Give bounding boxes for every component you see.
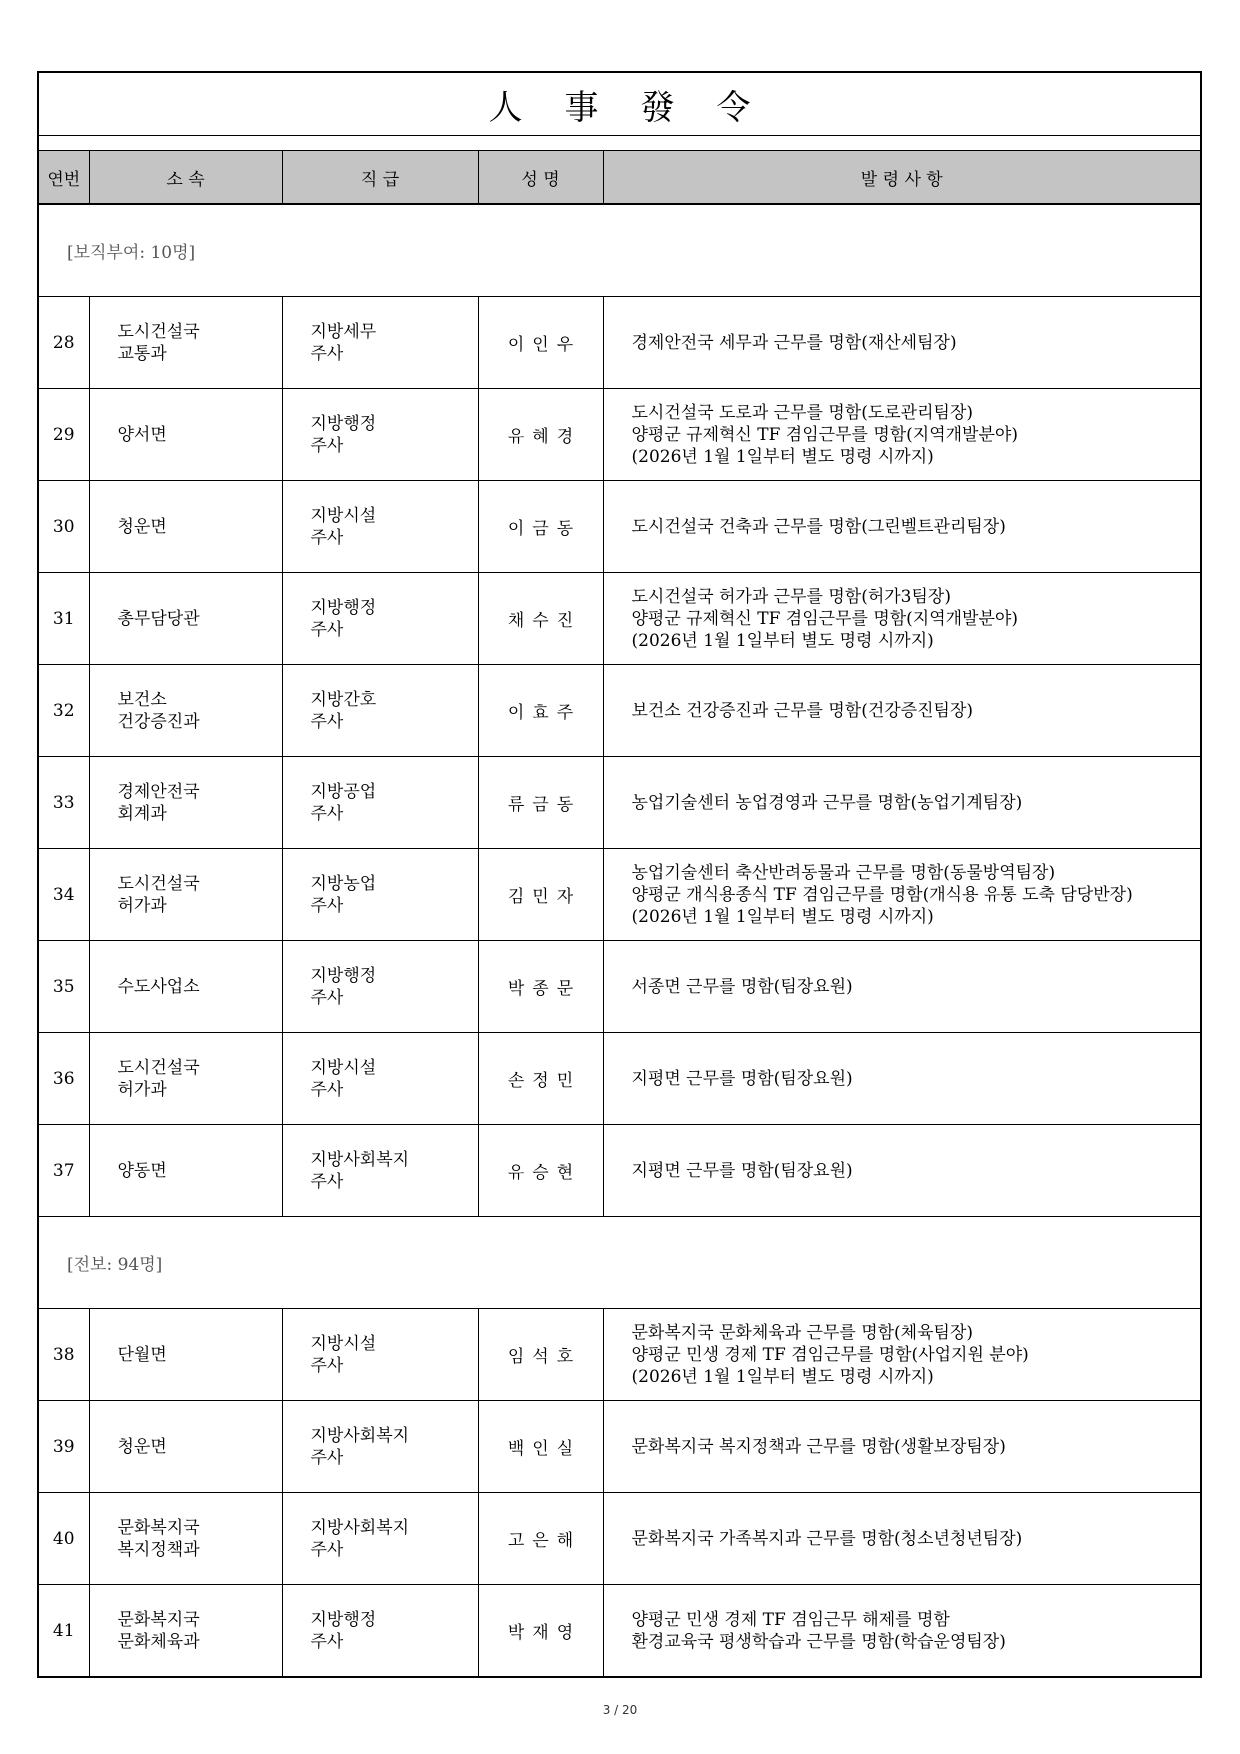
section-label: [전보: 94명] xyxy=(39,1217,1200,1309)
order-line: 도시건설국 건축과 근무를 명함(그린벨트관리팀장) xyxy=(631,516,1006,537)
table-row xyxy=(39,941,1200,1033)
rank-line: 주사 xyxy=(310,1079,344,1100)
personnel-order-sheet xyxy=(37,71,1202,1678)
order-table xyxy=(39,151,1200,1676)
table-row xyxy=(39,1309,1200,1401)
cell-rank xyxy=(282,849,478,941)
rank-line: 주사 xyxy=(310,895,344,916)
rank-line: 주사 xyxy=(310,803,344,824)
cell-rank xyxy=(282,297,478,389)
cell-order xyxy=(603,297,1200,389)
rank-line: 주사 xyxy=(310,1447,344,1468)
cell-dept xyxy=(89,757,282,849)
cell-order xyxy=(603,1401,1200,1493)
dept-line: 문화복지국 xyxy=(117,1609,200,1630)
dept-line: 경제안전국 xyxy=(117,781,200,802)
cell-rank xyxy=(282,1401,478,1493)
rank-line: 지방시설 xyxy=(310,505,377,526)
rank-line: 주사 xyxy=(310,435,344,456)
cell-rank xyxy=(282,389,478,481)
rank-line: 지방간호 xyxy=(310,689,377,710)
rank-line: 지방행정 xyxy=(310,1609,377,1630)
cell-dept xyxy=(89,1585,282,1677)
cell-rank xyxy=(282,1125,478,1217)
table-row xyxy=(39,849,1200,941)
header-name: 성 명 xyxy=(478,151,603,204)
rank-line: 주사 xyxy=(310,711,344,732)
dept-line: 양서면 xyxy=(117,424,167,445)
cell-name: 손정민 xyxy=(478,1033,603,1125)
cell-dept xyxy=(89,665,282,757)
order-line: 농업기술센터 농업경영과 근무를 명함(농업기계팀장) xyxy=(631,792,1023,813)
header-order: 발 령 사 항 xyxy=(603,151,1200,204)
order-line: (2026년 1월 1일부터 별도 명령 시까지) xyxy=(631,1366,934,1387)
cell-order xyxy=(603,665,1200,757)
dept-line: 수도사업소 xyxy=(117,976,200,997)
dept-line: 도시건설국 xyxy=(117,873,200,894)
section-row xyxy=(39,204,1200,297)
dept-line: 도시건설국 xyxy=(117,321,200,342)
dept-line: 총무담당관 xyxy=(117,608,200,629)
cell-dept xyxy=(89,941,282,1033)
order-line: 도시건설국 허가과 근무를 명함(허가3팀장) xyxy=(631,586,951,607)
dept-line: 청운면 xyxy=(117,516,167,537)
order-line: 양평군 규제혁신 TF 겸임근무를 명함(지역개발분야) xyxy=(631,608,1018,629)
order-line: (2026년 1월 1일부터 별도 명령 시까지) xyxy=(631,446,934,467)
order-line: 환경교육국 평생학습과 근무를 명함(학습운영팀장) xyxy=(631,1631,1006,1652)
cell-dept xyxy=(89,849,282,941)
table-row xyxy=(39,1125,1200,1217)
order-line: 지평면 근무를 명함(팀장요원) xyxy=(631,1068,853,1089)
rank-line: 주사 xyxy=(310,343,344,364)
table-row xyxy=(39,1401,1200,1493)
table-row xyxy=(39,1033,1200,1125)
cell-dept xyxy=(89,1033,282,1125)
rank-line: 주사 xyxy=(310,1171,344,1192)
cell-no: 40 xyxy=(39,1493,89,1585)
section-label: [보직부여: 10명] xyxy=(39,204,1200,297)
cell-name: 박종문 xyxy=(478,941,603,1033)
cell-order xyxy=(603,573,1200,665)
cell-no: 33 xyxy=(39,757,89,849)
cell-name: 고은해 xyxy=(478,1493,603,1585)
cell-no: 28 xyxy=(39,297,89,389)
rank-line: 지방행정 xyxy=(310,597,377,618)
page-title: 人事發令 xyxy=(488,87,793,128)
cell-no: 39 xyxy=(39,1401,89,1493)
cell-name: 이인우 xyxy=(478,297,603,389)
cell-name: 채수진 xyxy=(478,573,603,665)
cell-rank xyxy=(282,941,478,1033)
cell-order xyxy=(603,1033,1200,1125)
cell-dept xyxy=(89,297,282,389)
cell-order xyxy=(603,481,1200,573)
order-line: 도시건설국 도로과 근무를 명함(도로관리팀장) xyxy=(631,402,973,423)
table-body xyxy=(39,204,1200,1676)
cell-name: 박재영 xyxy=(478,1585,603,1677)
page-number: 3 / 20 xyxy=(602,1703,638,1717)
dept-line: 교통과 xyxy=(117,343,167,364)
table-row xyxy=(39,665,1200,757)
cell-no: 38 xyxy=(39,1309,89,1401)
cell-order xyxy=(603,1493,1200,1585)
cell-no: 29 xyxy=(39,389,89,481)
cell-name: 이금동 xyxy=(478,481,603,573)
order-line: 양평군 민생 경제 TF 겸임근무 해제를 명함 xyxy=(631,1609,950,1630)
table-row xyxy=(39,389,1200,481)
rank-line: 주사 xyxy=(310,527,344,548)
rank-line: 주사 xyxy=(310,1539,344,1560)
cell-dept xyxy=(89,573,282,665)
order-line: 서종면 근무를 명함(팀장요원) xyxy=(631,976,853,997)
cell-dept xyxy=(89,1309,282,1401)
order-line: 문화복지국 가족복지과 근무를 명함(청소년청년팀장) xyxy=(631,1528,1023,1549)
rank-line: 지방사회복지 xyxy=(310,1517,410,1538)
cell-rank xyxy=(282,1493,478,1585)
dept-line: 회계과 xyxy=(117,803,167,824)
order-line: 양평군 민생 경제 TF 겸임근무를 명함(사업지원 분야) xyxy=(631,1344,1029,1365)
cell-rank xyxy=(282,757,478,849)
dept-line: 문화복지국 xyxy=(117,1517,200,1538)
order-line: 양평군 규제혁신 TF 겸임근무를 명함(지역개발분야) xyxy=(631,424,1018,445)
rank-line: 지방사회복지 xyxy=(310,1425,410,1446)
cell-no: 31 xyxy=(39,573,89,665)
cell-name: 유승현 xyxy=(478,1125,603,1217)
cell-no: 34 xyxy=(39,849,89,941)
title-divider xyxy=(39,135,1200,151)
cell-rank xyxy=(282,481,478,573)
cell-order xyxy=(603,1125,1200,1217)
cell-order xyxy=(603,389,1200,481)
dept-line: 도시건설국 xyxy=(117,1057,200,1078)
cell-no: 41 xyxy=(39,1585,89,1677)
rank-line: 지방시설 xyxy=(310,1057,377,1078)
dept-line: 보건소 xyxy=(117,689,167,710)
header-row xyxy=(39,151,1200,204)
cell-rank xyxy=(282,1033,478,1125)
cell-name: 이효주 xyxy=(478,665,603,757)
cell-rank xyxy=(282,665,478,757)
cell-dept xyxy=(89,481,282,573)
header-rank: 직 급 xyxy=(282,151,478,204)
cell-order xyxy=(603,1309,1200,1401)
cell-name: 임석호 xyxy=(478,1309,603,1401)
dept-line: 건강증진과 xyxy=(117,711,200,732)
rank-line: 지방세무 xyxy=(310,321,377,342)
cell-no: 32 xyxy=(39,665,89,757)
table-row xyxy=(39,757,1200,849)
rank-line: 주사 xyxy=(310,1355,344,1376)
order-line: (2026년 1월 1일부터 별도 명령 시까지) xyxy=(631,630,934,651)
table-row xyxy=(39,1493,1200,1585)
dept-line: 허가과 xyxy=(117,1079,167,1100)
cell-name: 유혜경 xyxy=(478,389,603,481)
table-row xyxy=(39,481,1200,573)
order-line: 농업기술센터 축산반려동물과 근무를 명함(동물방역팀장) xyxy=(631,862,1056,883)
order-line: 보건소 건강증진과 근무를 명함(건강증진팀장) xyxy=(631,700,973,721)
cell-name: 백인실 xyxy=(478,1401,603,1493)
dept-line: 복지정책과 xyxy=(117,1539,200,1560)
header-no: 연번 xyxy=(39,151,89,204)
cell-name: 김민자 xyxy=(478,849,603,941)
table-row xyxy=(39,573,1200,665)
cell-rank xyxy=(282,1585,478,1677)
rank-line: 지방사회복지 xyxy=(310,1149,410,1170)
rank-line: 지방농업 xyxy=(310,873,377,894)
cell-name: 류금동 xyxy=(478,757,603,849)
order-line: 문화복지국 복지정책과 근무를 명함(생활보장팀장) xyxy=(631,1436,1006,1457)
cell-dept xyxy=(89,1125,282,1217)
cell-order xyxy=(603,849,1200,941)
rank-line: 주사 xyxy=(310,987,344,1008)
rank-line: 지방시설 xyxy=(310,1333,377,1354)
rank-line: 주사 xyxy=(310,619,344,640)
cell-no: 37 xyxy=(39,1125,89,1217)
cell-order xyxy=(603,1585,1200,1677)
dept-line: 청운면 xyxy=(117,1436,167,1457)
rank-line: 지방행정 xyxy=(310,965,377,986)
cell-no: 36 xyxy=(39,1033,89,1125)
dept-line: 양동면 xyxy=(117,1160,167,1181)
order-line: 지평면 근무를 명함(팀장요원) xyxy=(631,1160,853,1181)
cell-dept xyxy=(89,389,282,481)
cell-order xyxy=(603,941,1200,1033)
cell-no: 30 xyxy=(39,481,89,573)
table-row xyxy=(39,1585,1200,1677)
cell-rank xyxy=(282,573,478,665)
cell-rank xyxy=(282,1309,478,1401)
order-line: 양평군 개식용종식 TF 겸임근무를 명함(개식용 유통 도축 담당반장) xyxy=(631,884,1133,905)
dept-line: 허가과 xyxy=(117,895,167,916)
dept-line: 단월면 xyxy=(117,1344,167,1365)
order-line: 경제안전국 세무과 근무를 명함(재산세팀장) xyxy=(631,332,957,353)
dept-line: 문화체육과 xyxy=(117,1631,200,1652)
order-line: 문화복지국 문화체육과 근무를 명함(체육팀장) xyxy=(631,1322,973,1343)
cell-dept xyxy=(89,1401,282,1493)
table-row xyxy=(39,297,1200,389)
section-row xyxy=(39,1217,1200,1309)
header-dept: 소 속 xyxy=(89,151,282,204)
order-line: (2026년 1월 1일부터 별도 명령 시까지) xyxy=(631,906,934,927)
rank-line: 지방행정 xyxy=(310,413,377,434)
cell-order xyxy=(603,757,1200,849)
cell-no: 35 xyxy=(39,941,89,1033)
cell-dept xyxy=(89,1493,282,1585)
rank-line: 지방공업 xyxy=(310,781,377,802)
rank-line: 주사 xyxy=(310,1631,344,1652)
